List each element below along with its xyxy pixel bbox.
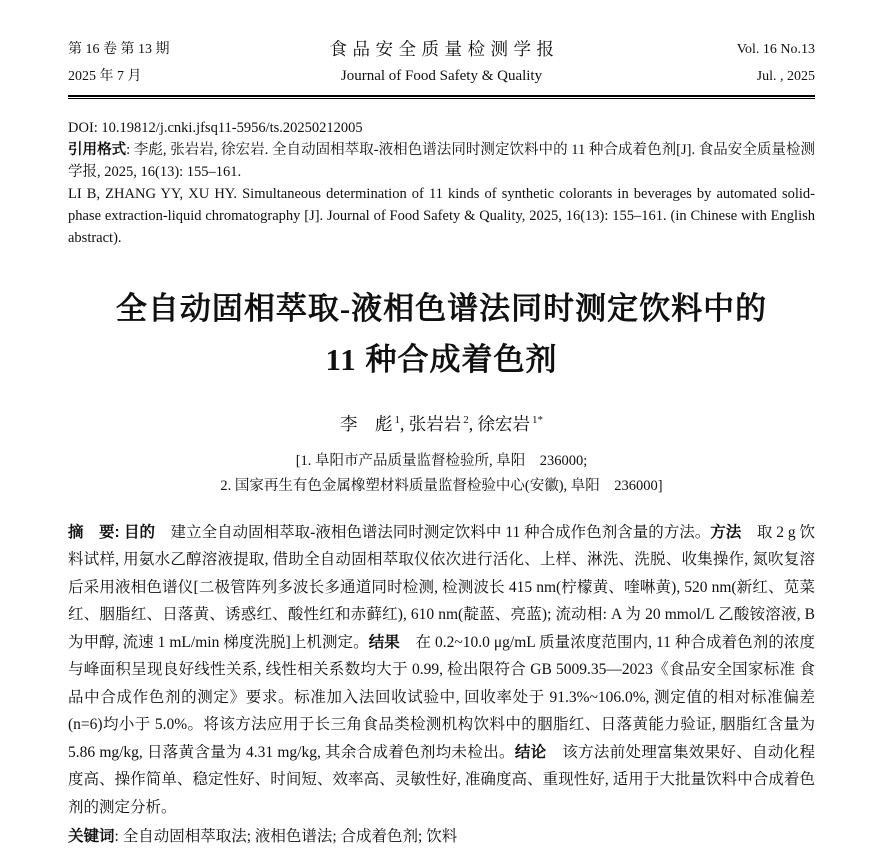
author-byline — [68, 407, 815, 437]
abstract-section-label: 方法 — [710, 523, 742, 541]
journal-title-en: Journal of Food Safety & Quality — [340, 68, 543, 84]
header-date-cn: 2025 年 7 月 — [68, 69, 142, 84]
abstract-text: 在 0.2~10.0 μg/mL 质量浓度范围内, 11 种合成着色剂的浓度与峰面积呈现良好线性关系, 线性相关系数均大于 0.99, 检出限符合 GB 5009.35—2023《食品安全国家标准 食品中合成作色剂的测定》要求。标准加入法回收试验中, 回收率处于 91.3%~106.0%, 测定值的相对标准偏差(n=6)均小于 5.0%。将该方法应用于长三角食品类检测机构饮料中的胭脂红、日落黄能力验证, 胭脂红含量为 5.86 mg/kg, 日落黄含量为 4.31 mg/kg, 其余合成着色剂均未检出。 — [68, 633, 815, 761]
citation-cn-label: 引用格式 — [68, 142, 127, 158]
journal-header — [68, 36, 815, 90]
article-title-line1: 全自动固相萃取-液相色谱法同时测定饮料中的 — [115, 291, 768, 326]
article-title — [68, 283, 815, 385]
abstract-paragraph — [68, 519, 815, 822]
header-double-rule — [68, 95, 815, 99]
keywords-line — [68, 823, 815, 851]
keywords-text: : 全自动固相萃取法; 液相色谱法; 合成着色剂; 饮料 — [114, 828, 458, 846]
author-separator: , — [400, 413, 409, 434]
affiliation-1: [1. 阜阳市产品质量监督检验所, 阜阳 236000; — [295, 452, 588, 469]
header-right — [665, 36, 815, 90]
abstract-section-label: 结果 — [368, 633, 400, 651]
journal-title-cn: 食品安全质量检测学报 — [329, 39, 560, 59]
header-center — [218, 36, 665, 90]
abstract-section-label: 目的 — [124, 523, 156, 541]
doi-line: DOI: 10.19812/j.cnki.jfsq11-5956/ts.20250212005 — [68, 120, 363, 136]
author-separator: , — [468, 413, 478, 434]
author-name: 李 彪 — [340, 413, 393, 434]
author-name: 张岩岩 — [408, 413, 462, 434]
header-volume-issue-en: Vol. 16 No.13 — [736, 42, 815, 57]
article-title-line2: 11 种合成着色剂 — [325, 342, 558, 377]
author-superscript: 2 — [463, 414, 469, 426]
citation-cn-text: : 李彪, 张岩岩, 徐宏岩. 全自动固相萃取-液相色谱法同时测定饮料中的 11 种合成着色剂[J]. 食品安全质量检测学报, 2025, 16(13): 155–161. — [68, 142, 815, 180]
citation-cn — [68, 139, 815, 183]
author-name: 徐宏岩 — [477, 413, 530, 434]
citation-en: LI B, ZHANG YY, XU HY. Simultaneous determination of 11 kinds of synthetic colorants in beverages by automated solid-phase extraction-liquid chromatography [J]. Journal of Food Safety & Quality, 2025, 16(13): 155–161. (in Chinese with English abstract). — [68, 186, 815, 246]
keywords-label: 关键词 — [68, 828, 115, 846]
affiliation-2: 2. 国家再生有色金属橡塑材料质量监督检验中心(安徽), 阜阳 236000] — [220, 477, 663, 494]
header-left — [68, 36, 218, 90]
abstract-section-label: 结论 — [514, 743, 547, 761]
header-date-en: Jul. , 2025 — [756, 69, 815, 84]
author-superscript: 1* — [532, 414, 543, 426]
abstract-text: 建立全自动固相萃取-液相色谱法同时测定饮料中 11 种合成作色剂含量的方法。 — [155, 523, 711, 541]
header-volume-issue-cn: 第 16 卷 第 13 期 — [68, 42, 170, 57]
author-superscript: 1 — [394, 414, 400, 426]
abstract-section-label: 摘 要: — [68, 523, 125, 541]
abstract-text: 该方法前处理富集效果好、自动化程度高、操作简单、稳定性好、时间短、效率高、灵敏性好, 准确度高、重现性好, 适用于大批量饮料中合成着色剂的测定分析。 — [68, 743, 815, 816]
affiliations — [68, 449, 815, 499]
abstract-text: 取 2 g 饮料试样, 用氨水乙醇溶液提取, 借助全自动固相萃取仪依次进行活化、上样、淋洗、洗脱、收集操作, 氮吹复溶后采用液相色谱仪[二极管阵列多波长多通道同时检测, 检测波长 415 nm(柠檬黄、喹啉黄), 520 nm(新红、苋菜红、胭脂红、日落黄、诱惑红、酸性红和赤藓红), 610 nm(靛蓝、亮蓝); 流动相: A 为 20 mmol/L 乙酸铵溶液, B 为甲醇, 流速 1 mL/min 梯度洗脱]上机测定。 — [68, 523, 815, 651]
